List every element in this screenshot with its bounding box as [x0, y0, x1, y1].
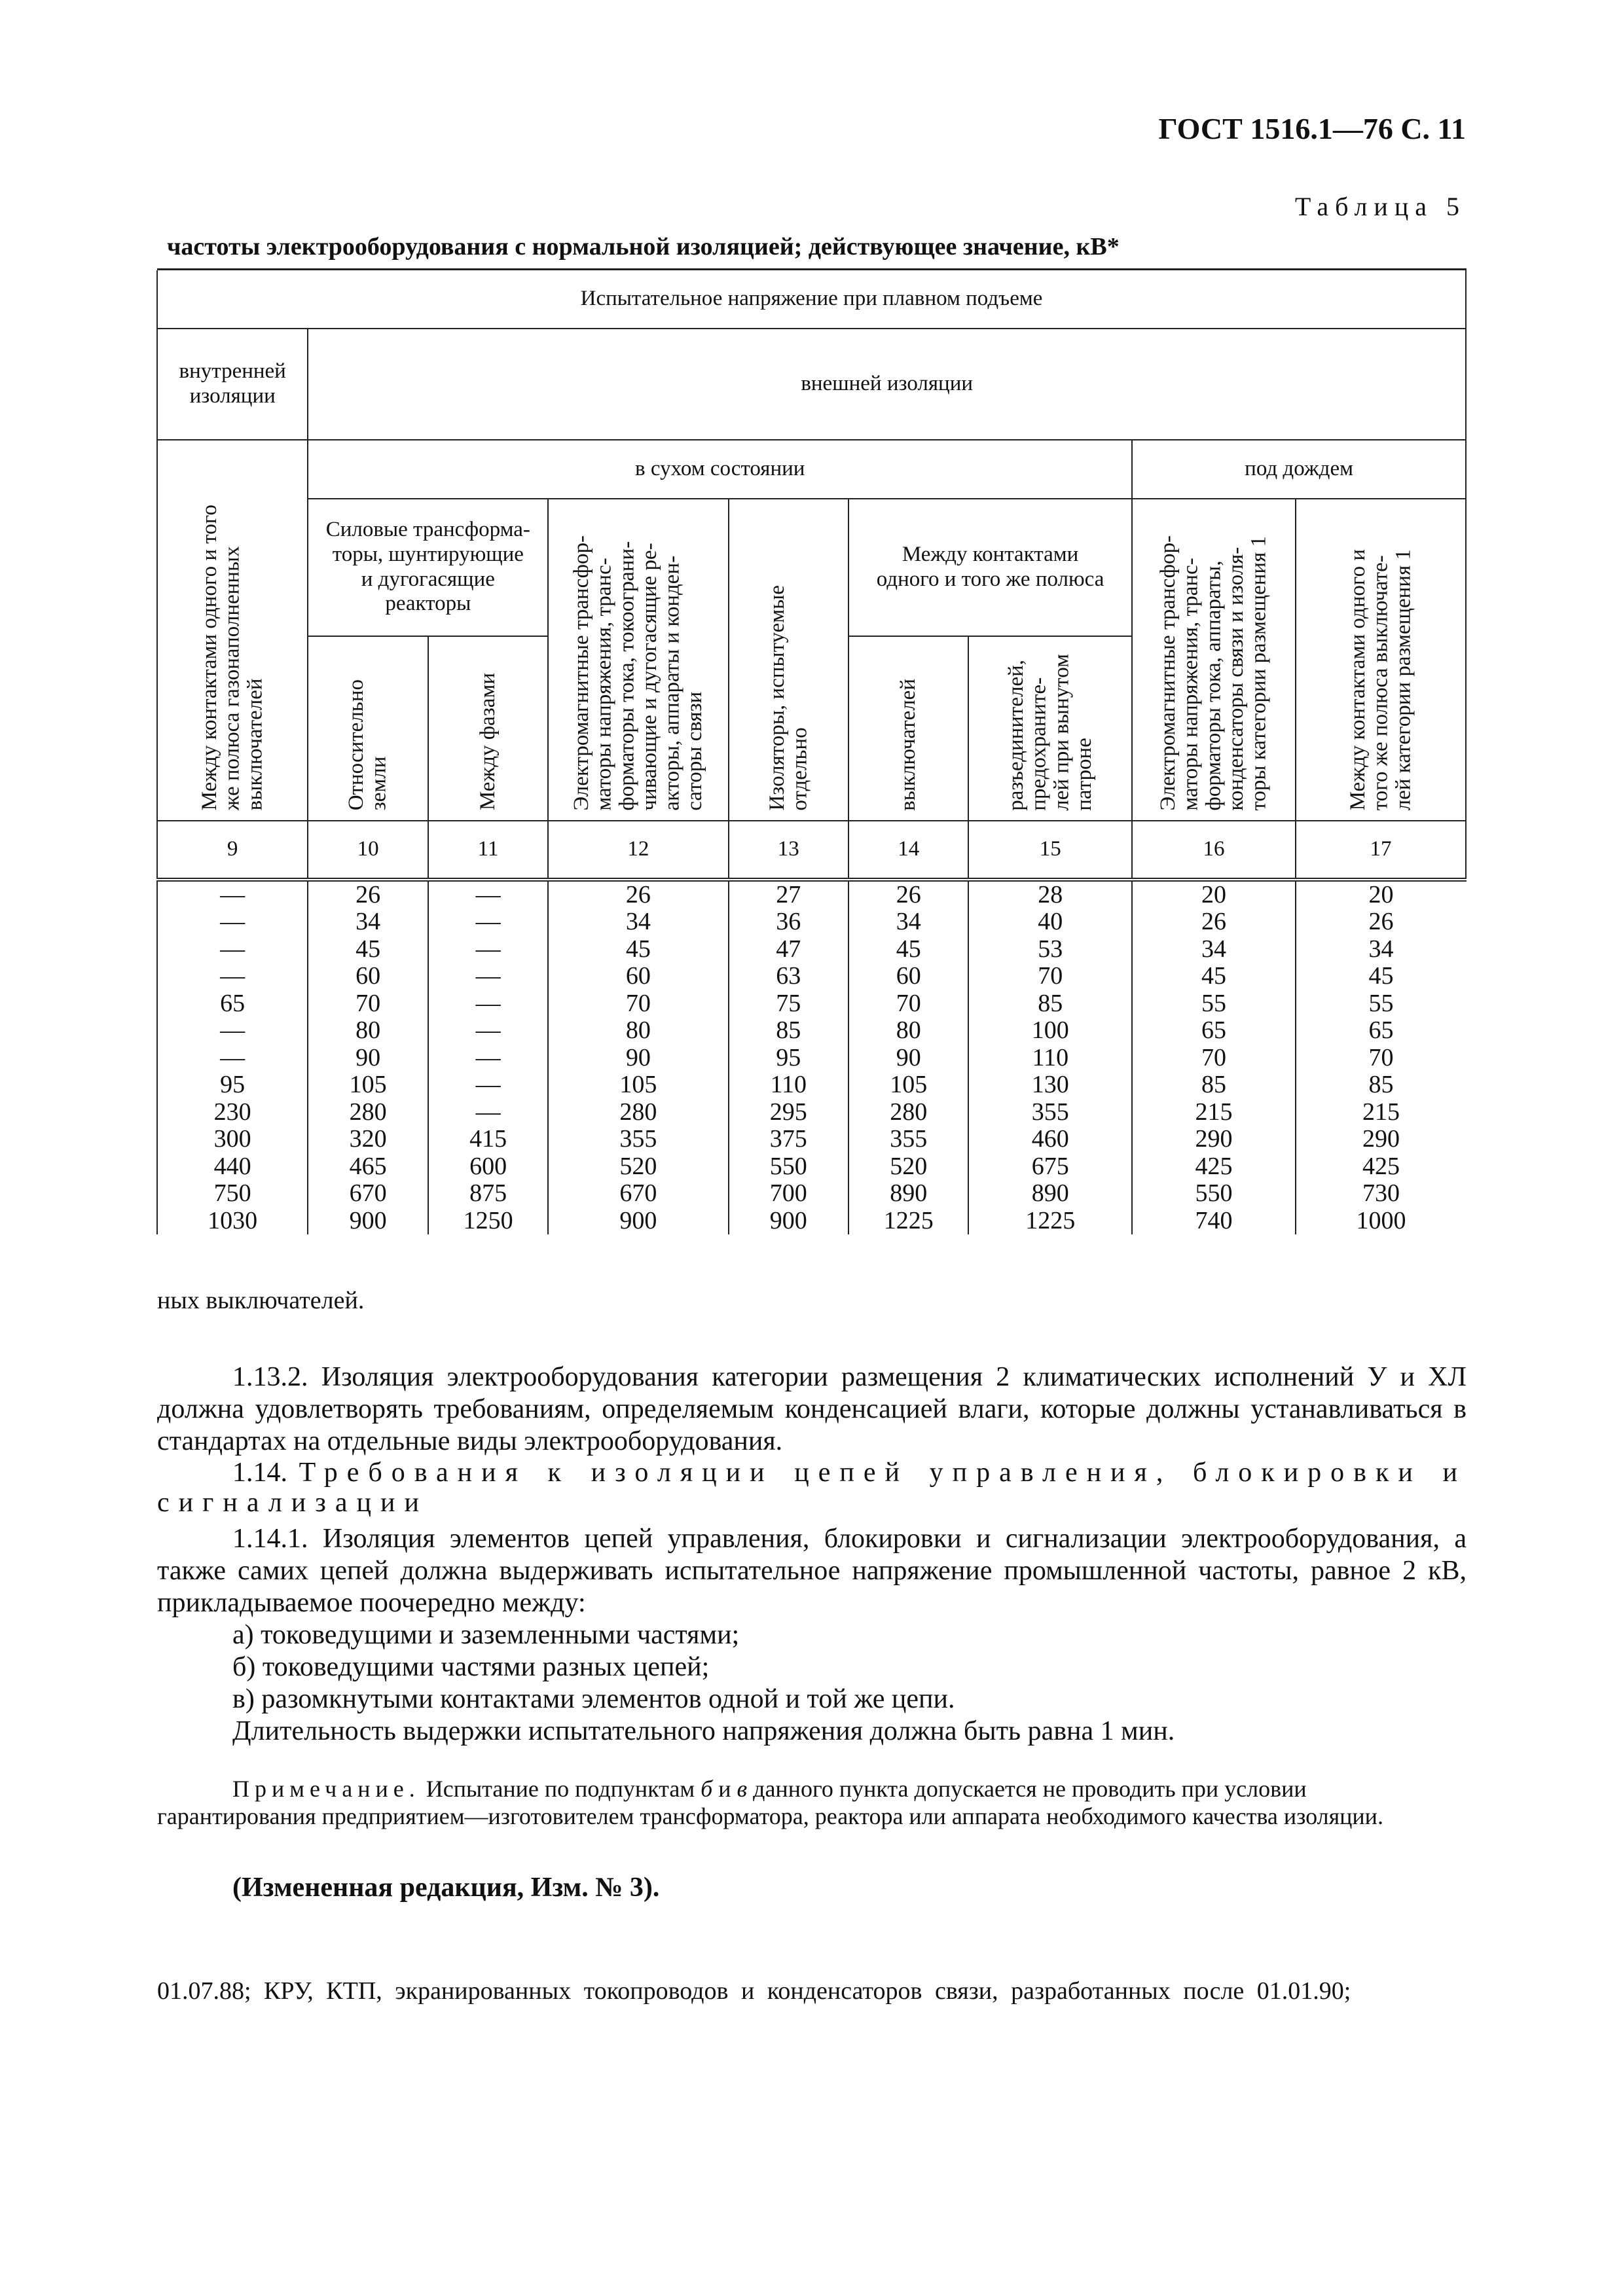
- header-test-voltage: Испытательное напряжение при плавном подъеме: [157, 270, 1466, 329]
- data-column: [729, 880, 848, 1235]
- note-sub-b: б: [701, 1776, 713, 1802]
- header-col17: Между контактами одного и того же полюса выключате- лей категории размещения 1: [1345, 549, 1415, 811]
- paragraph-1-14-number: 1.14.: [232, 1458, 287, 1488]
- table-cell: —: [475, 1098, 501, 1126]
- table-cell: 550: [769, 1152, 807, 1180]
- header-col13-cell: [729, 499, 848, 821]
- table-cell: 60: [896, 962, 921, 990]
- table-cell: 375: [769, 1125, 807, 1153]
- table-cell: 45: [356, 935, 381, 963]
- header-dry: в сухом состоянии: [308, 440, 1132, 499]
- table-cell: —: [475, 1043, 501, 1071]
- table-cell: 90: [356, 1043, 381, 1071]
- table-cell: 90: [896, 1043, 921, 1071]
- table-continuation-text: ных выключателей.: [157, 1287, 365, 1314]
- data-column: [968, 880, 1132, 1235]
- table-cell: 750: [213, 1179, 251, 1207]
- note-and: и: [718, 1776, 731, 1802]
- table-cell: 1030: [208, 1206, 258, 1234]
- table-cell: 280: [890, 1098, 928, 1126]
- col-number: 16: [1132, 821, 1296, 880]
- header-col9: Между контактами одного и того же полюса газонаполненных выключателей: [198, 505, 267, 811]
- table-cell: 700: [769, 1179, 807, 1207]
- table-cell: 355: [890, 1125, 928, 1153]
- table-cell: 105: [619, 1071, 657, 1098]
- table-cell: 70: [1038, 962, 1063, 990]
- table-cell: 70: [1368, 1043, 1394, 1071]
- table-cell: 20: [1201, 880, 1227, 908]
- table-cell: 675: [1031, 1152, 1069, 1180]
- table-cell: 355: [1031, 1098, 1069, 1126]
- table-cell: 70: [356, 989, 381, 1017]
- table-cell: 34: [625, 908, 651, 935]
- header-col10: Относительно земли: [344, 679, 392, 811]
- header-col14-cell: [848, 636, 968, 821]
- header-col14: выключателей: [896, 678, 921, 811]
- table-cell: 34: [356, 908, 381, 935]
- table-cell: 27: [776, 880, 801, 908]
- header-col12-cell: [548, 499, 728, 821]
- table-cell: 890: [890, 1179, 928, 1207]
- table-cell: 70: [896, 989, 921, 1017]
- table-cell: 900: [619, 1206, 657, 1234]
- table-cell: —: [475, 962, 501, 990]
- table-cell: 60: [625, 962, 651, 990]
- table-cell: 215: [1362, 1098, 1400, 1126]
- footnote: 01.07.88; КРУ, КТП, экранированных токопроводов и конденсаторов связи, разработанных после 01.01.90;: [157, 1977, 1351, 2005]
- header-power-transformers: Силовые трансформа- торы, шунтирующие и дугогасящие реакторы: [308, 499, 548, 636]
- table-cell: 670: [619, 1179, 657, 1207]
- table-cell: 465: [349, 1152, 387, 1180]
- table-cell: 70: [1201, 1043, 1227, 1071]
- table-cell: 280: [349, 1098, 387, 1126]
- list-item-v: в) разомкнутыми контактами элементов одной и той же цепи.: [232, 1684, 955, 1714]
- table-cell: 90: [625, 1043, 651, 1071]
- paragraph-1-14-title: Требования к изоляции цепей управления, блокировки и сигнализации: [157, 1458, 1467, 1518]
- table-cell: 36: [776, 908, 801, 935]
- table-cell: 215: [1195, 1098, 1233, 1126]
- table-cell: —: [475, 880, 501, 908]
- table-cell: 80: [625, 1016, 651, 1044]
- table-cell: 26: [1201, 908, 1227, 935]
- table-cell: 1000: [1356, 1206, 1406, 1234]
- note-label: Примечание.: [232, 1776, 420, 1802]
- table-caption: частоты электрооборудования с нормальной изоляцией; действующее значение, кВ*: [167, 233, 1120, 260]
- header-col11-cell: [428, 636, 548, 821]
- header-col13: Изоляторы, испытуемые отдельно: [765, 584, 812, 811]
- table-cell: 520: [890, 1152, 928, 1180]
- data-column: [308, 880, 428, 1235]
- table-cell: 85: [1368, 1071, 1394, 1098]
- table-cell: —: [475, 908, 501, 935]
- note: [157, 1775, 1467, 1830]
- table-cell: 34: [896, 908, 921, 935]
- table-cell: 28: [1038, 880, 1063, 908]
- table-cell: 320: [349, 1125, 387, 1153]
- table-cell: 1250: [463, 1206, 513, 1234]
- list-item-b: б) токоведущими частями разных цепей;: [232, 1652, 710, 1682]
- col-number: 9: [157, 821, 308, 880]
- table-cell: 900: [769, 1206, 807, 1234]
- table-cell: —: [220, 908, 246, 935]
- table-cell: —: [475, 1071, 501, 1098]
- note-text-1: Испытание по подпунктам: [426, 1776, 695, 1802]
- header-col9-cell: [157, 440, 308, 821]
- header-col16-cell: [1132, 499, 1296, 821]
- table-cell: 85: [1038, 989, 1063, 1017]
- table-cell: 26: [1368, 908, 1394, 935]
- col-number: 10: [308, 821, 428, 880]
- table-cell: 95: [220, 1071, 246, 1098]
- paragraph-1-14-1: 1.14.1. Изоляция элементов цепей управления, блокировки и сигнализации электрооборудования, а также самих цепей должна выдерживать испытательное напряжение промышленной частоты, равное 2 кВ, прикладываемое поочередно между:: [157, 1524, 1467, 1618]
- table-cell: 80: [356, 1016, 381, 1044]
- data-column: [157, 880, 308, 1235]
- col-number: 14: [848, 821, 968, 880]
- table-cell: 670: [349, 1179, 387, 1207]
- table-cell: —: [475, 989, 501, 1017]
- header-col10-cell: [308, 636, 428, 821]
- table-cell: 60: [356, 962, 381, 990]
- table-cell: 55: [1201, 989, 1227, 1017]
- table-cell: 45: [896, 935, 921, 963]
- header-between-contacts: Между контактами одного и того же полюса: [848, 499, 1132, 636]
- header-col15-cell: [968, 636, 1132, 821]
- header-col16: Электромагнитные трансфор- маторы напряжения, транс- форматоры тока, аппараты, конденсаторы связи и изоля- торы категории размещения 1: [1156, 535, 1271, 811]
- table-cell: 520: [619, 1152, 657, 1180]
- table-cell: 105: [349, 1071, 387, 1098]
- duration-text: Длительность выдержки испытательного напряжения должна быть равна 1 мин.: [232, 1716, 1175, 1746]
- table-cell: 425: [1195, 1152, 1233, 1180]
- col-number: 15: [968, 821, 1132, 880]
- table-cell: 230: [213, 1098, 251, 1126]
- table-cell: 1225: [883, 1206, 934, 1234]
- table-cell: 890: [1031, 1179, 1069, 1207]
- table-cell: —: [220, 962, 246, 990]
- table-cell: 34: [1368, 935, 1394, 963]
- header-external-insulation: внешней изоляции: [308, 329, 1466, 440]
- table-cell: 280: [619, 1098, 657, 1126]
- table-cell: 290: [1362, 1125, 1400, 1153]
- table-cell: 1225: [1025, 1206, 1076, 1234]
- table-cell: 26: [625, 880, 651, 908]
- header-col11: Между фазами: [476, 673, 500, 811]
- table-cell: 45: [1368, 962, 1394, 990]
- table-cell: —: [220, 880, 246, 908]
- note-sub-v: в: [737, 1776, 748, 1802]
- table-cell: —: [475, 935, 501, 963]
- table-cell: 20: [1368, 880, 1394, 908]
- table-cell: —: [220, 935, 246, 963]
- table-label: Таблица 5: [1294, 192, 1466, 221]
- list-item-a: а) токоведущими и заземленными частями;: [232, 1620, 740, 1650]
- header-rain: под дождем: [1132, 440, 1466, 499]
- table-cell: 65: [1368, 1016, 1394, 1044]
- table-cell: 85: [776, 1016, 801, 1044]
- table-cell: —: [475, 1016, 501, 1044]
- header-col17-cell: [1296, 499, 1466, 821]
- table-cell: 47: [776, 935, 801, 963]
- col-number: 13: [729, 821, 848, 880]
- table-cell: 355: [619, 1125, 657, 1153]
- table-cell: 45: [625, 935, 651, 963]
- table-cell: 26: [896, 880, 921, 908]
- table-cell: 70: [625, 989, 651, 1017]
- table-cell: 85: [1201, 1071, 1227, 1098]
- table-cell: 63: [776, 962, 801, 990]
- col-number: 12: [548, 821, 728, 880]
- table-cell: 875: [469, 1179, 507, 1207]
- table-cell: 110: [770, 1071, 807, 1098]
- header-col12: Электромагнитные трансфор- маторы напряжения, транс- форматоры тока, токоограни- чивающие и дугогасящие ре- акторы, аппараты и конден- саторы связи: [569, 535, 707, 811]
- table-cell: 295: [769, 1098, 807, 1126]
- page-header: ГОСТ 1516.1—76 С. 11: [1158, 112, 1466, 145]
- table-cell: 75: [776, 989, 801, 1017]
- table-cell: 110: [1032, 1043, 1069, 1071]
- paragraph-1-14-heading: [157, 1458, 1467, 1518]
- note-text-2: данного пункта допускается не проводить при условии гарантирования предприятием—изготовителем трансформатора, реактора или аппарата необходимого качества изоляции.: [157, 1776, 1383, 1829]
- col-number: 11: [428, 821, 548, 880]
- table-cell: 460: [1031, 1125, 1069, 1153]
- table-cell: 40: [1038, 908, 1063, 935]
- data-column: [1132, 880, 1296, 1235]
- table-cell: 290: [1195, 1125, 1233, 1153]
- header-internal-insulation: внутренней изоляции: [157, 329, 308, 440]
- revision-note: (Измененная редакция, Изм. № 3).: [232, 1873, 660, 1903]
- data-column: [848, 880, 968, 1235]
- data-column: [1296, 880, 1466, 1235]
- data-column: [548, 880, 728, 1235]
- table-cell: 415: [469, 1125, 507, 1153]
- table-cell: 550: [1195, 1179, 1233, 1207]
- table-cell: 65: [1201, 1016, 1227, 1044]
- table-cell: 900: [349, 1206, 387, 1234]
- table-cell: 105: [890, 1071, 928, 1098]
- table-cell: 740: [1195, 1206, 1233, 1234]
- paragraph-1-13-2: 1.13.2. Изоляция электрооборудования категории размещения 2 климатических исполнений У и ХЛ должна удовлетворять требованиям, определяемым конденсацией влаги, которые должны устанавливаться в стандартах на отдельные виды электрооборудования.: [157, 1362, 1467, 1456]
- table-cell: 95: [776, 1043, 801, 1071]
- data-column: [428, 880, 548, 1235]
- table-cell: 100: [1031, 1016, 1069, 1044]
- table-cell: —: [220, 1016, 246, 1044]
- table-cell: 45: [1201, 962, 1227, 990]
- table-cell: 26: [356, 880, 381, 908]
- table-cell: 80: [896, 1016, 921, 1044]
- table-cell: 55: [1368, 989, 1394, 1017]
- table-cell: 130: [1031, 1071, 1069, 1098]
- table-cell: —: [220, 1043, 246, 1071]
- table-cell: 300: [213, 1125, 251, 1153]
- col-number: 17: [1296, 821, 1466, 880]
- table-cell: 34: [1201, 935, 1227, 963]
- voltage-table: [157, 268, 1467, 1234]
- table-cell: 65: [220, 989, 246, 1017]
- table-cell: 53: [1038, 935, 1063, 963]
- table-cell: 440: [213, 1152, 251, 1180]
- header-col15: разъединителей, предохраните- лей при вынутом патроне: [1004, 653, 1096, 811]
- table-cell: 600: [469, 1152, 507, 1180]
- table-cell: 730: [1362, 1179, 1400, 1207]
- table-cell: 425: [1362, 1152, 1400, 1180]
